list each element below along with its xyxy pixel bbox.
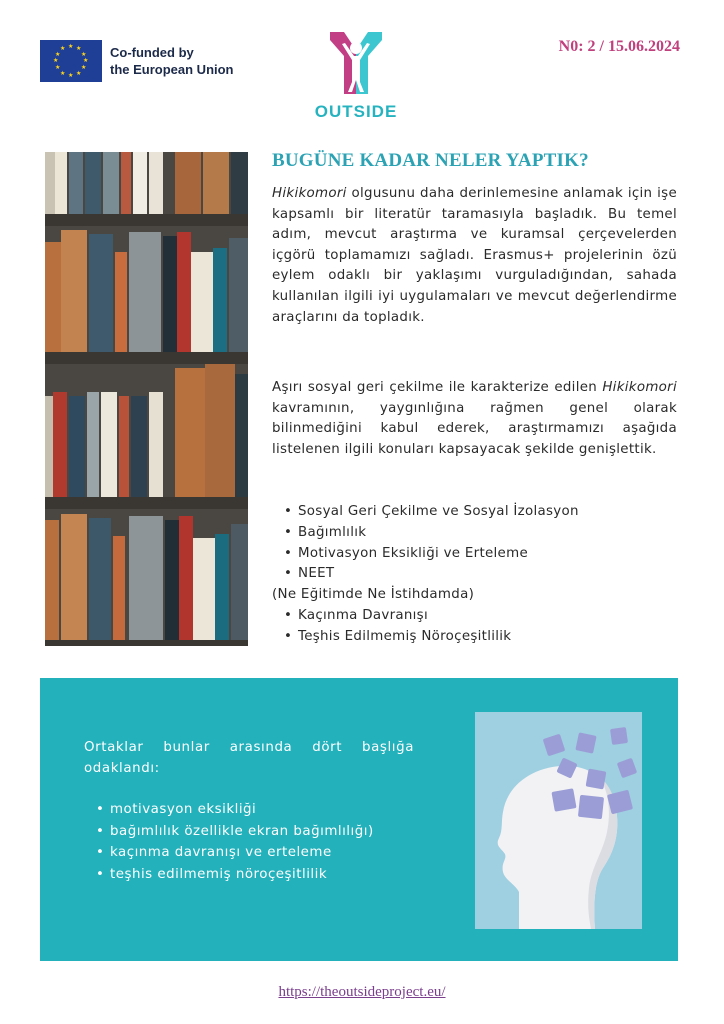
outside-logo — [308, 30, 404, 125]
paragraph-2-start: Aşırı sosyal geri çekilme ile karakterize edilen — [272, 380, 603, 395]
eu-cofunded-text — [110, 44, 234, 78]
eu-flag-icon: ★ ★ ★ ★ ★ ★ ★ ★ ★ ★ ★ ★ — [40, 40, 102, 82]
eu-cofunded-logo — [40, 40, 234, 82]
list-item: • teşhis edilmemiş nöroçeşitlilik — [94, 864, 374, 886]
list-item-note: (Ne Eğitimde Ne İstihdamda) — [272, 587, 475, 603]
project-website-link[interactable]: https://theoutsideproject.eu/ — [278, 984, 446, 1000]
head-puzzle-image — [475, 712, 642, 929]
list-item: • Sosyal Geri Çekilme ve Sosyal İzolasyon — [272, 502, 677, 523]
list-item: • bağımlılık özellikle ekran bağımlılığı) — [94, 821, 374, 843]
eu-line-2: the European Union — [110, 62, 234, 77]
paragraph-2-text: kavramının, yaygınlığına rağmen genel olarak bilinmediğini kabul ederek, araştırmamızı aşağıda listelenen ilgili konuları kapsayacak şekilde genişlettik. — [272, 400, 677, 457]
term-hikikomori: Hikikomori — [272, 186, 347, 201]
term-hikikomori-2: Hikikomori — [602, 380, 677, 395]
focus-topics-list — [94, 799, 374, 885]
list-item: • NEET — [272, 564, 677, 585]
paragraph-literature-review — [272, 184, 677, 328]
list-item: • Motivasyon Eksikliği ve Erteleme — [272, 544, 677, 565]
eu-line-1: Co-funded by — [110, 45, 194, 60]
list-item: • kaçınma davranışı ve erteleme — [94, 842, 374, 864]
issue-number-date: N0: 2 / 15.06.2024 — [558, 38, 680, 55]
partners-intro-text: Ortaklar bunlar arasında dört başlığa odaklandı: — [84, 740, 414, 776]
section-heading: BUGÜNE KADAR NELER YAPTIK? — [272, 150, 589, 171]
bookshelf-image — [45, 152, 248, 646]
outside-logo-icon — [330, 32, 382, 94]
list-item: • motivasyon eksikliği — [94, 799, 374, 821]
topics-list — [272, 502, 677, 648]
paragraph-1-text: olgusunu daha derinlemesine anlamak için işe kapsamlı bir literatür taramasıyla başladık. Bu temel adım, mevcut araştırma ve kuramsal çerçevelerden içgörü toplamamızı sağladı. Erasmus+ projelerinin özü eylem odaklı bir yaklaşımı vurguladığından, sahada kullanılan ilgili iyi uygulamaları ve mevcut değerlendirme araçlarını da topladık. — [272, 186, 677, 325]
paragraph-research-scope — [272, 378, 677, 460]
outside-brand-name: OUTSIDE — [314, 102, 398, 121]
list-item: • Teşhis Edilmemiş Nöroçeşitlilik — [272, 627, 677, 648]
partners-focus-box — [40, 678, 678, 961]
list-item: • Bağımlılık — [272, 523, 677, 544]
list-item: • Kaçınma Davranışı — [272, 606, 677, 627]
